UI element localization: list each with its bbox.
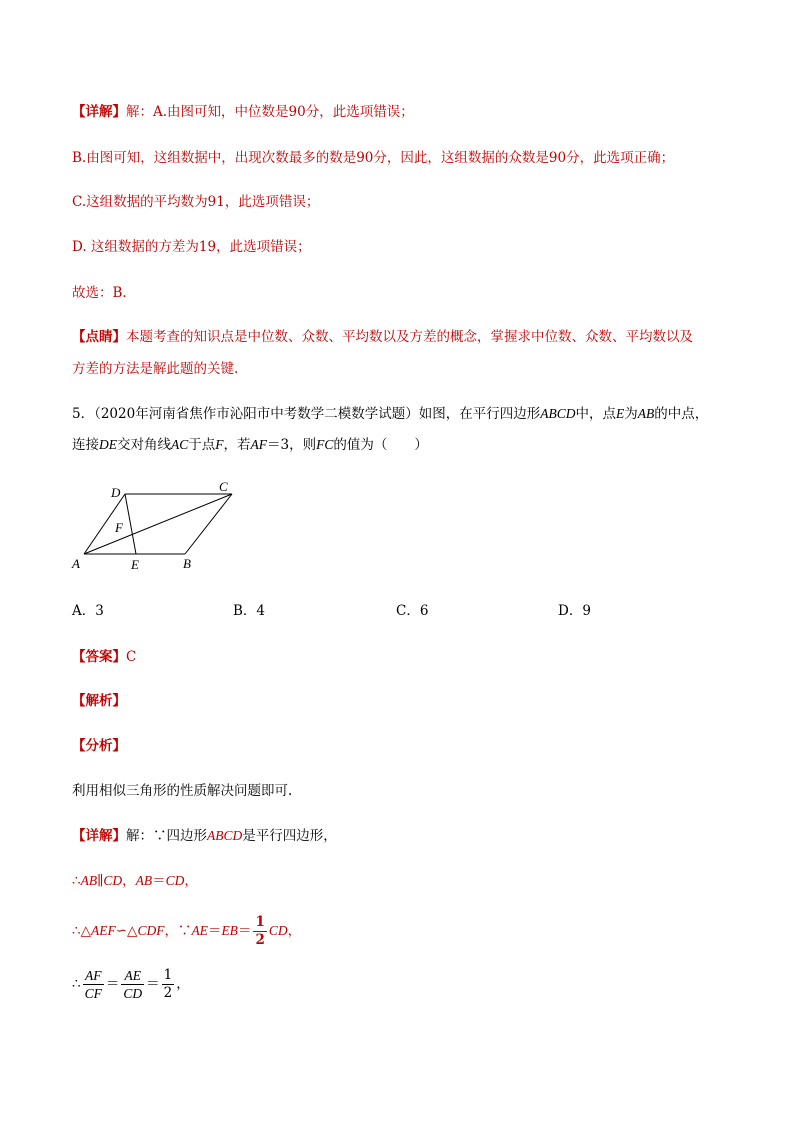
detail2-line-4	[72, 965, 190, 1003]
question-source: （2020年河南省焦作市沁阳市中考数学二模数学试题）	[94, 406, 419, 422]
detail2-text: ∽△	[115, 923, 138, 939]
fraction-af-cf	[83, 967, 104, 1002]
label-c: C	[219, 479, 228, 494]
answer-value: C	[126, 649, 137, 665]
detail2-text: ∴	[72, 873, 81, 889]
detail2-text: ＝	[152, 873, 166, 889]
detail2-text: ＝	[237, 923, 252, 939]
question-line-2	[72, 436, 428, 454]
question-var: AC	[171, 437, 189, 452]
question-text: ，若	[223, 437, 251, 453]
detail2-var: AB	[80, 873, 98, 888]
detail-text: 解：A.由图可知，中位数是90分，此选项错误；	[126, 104, 414, 120]
detail2-text: 解：∵四边形	[126, 828, 207, 844]
fraction-denominator: CD	[123, 986, 143, 1001]
detail2-text: ∴	[72, 976, 81, 992]
option-b: B．4	[233, 603, 266, 619]
question-var: AB	[637, 406, 655, 421]
question-text: 的值为（ ）	[333, 437, 428, 453]
comment-line-2: 方差的方法是解此题的关键.	[72, 361, 239, 377]
fraction-numerator: AE	[121, 967, 144, 985]
question-var: FC	[316, 437, 334, 452]
detail2-var: CD	[268, 923, 288, 938]
detail2-line-2	[72, 872, 198, 890]
detail2-text: ∥	[97, 873, 104, 889]
equals-sign: ＝	[105, 976, 120, 992]
fraction-denominator: 2	[255, 932, 265, 948]
answer-tag: 【答案】	[72, 649, 126, 665]
detail-line-b: B.由图可知，这组数据中，出现次数最多的数是90分，因此，这组数据的众数是90分，此选项正确；	[72, 150, 675, 166]
question-var: ABCD	[540, 406, 576, 421]
answer-line	[72, 648, 136, 666]
detail2-var: EB	[221, 923, 238, 938]
detail-tag: 【详解】	[72, 104, 126, 120]
question-line-1	[72, 405, 708, 423]
question-text: 交对角线	[117, 437, 171, 453]
detail2-var: AB	[135, 873, 153, 888]
question-var: DE	[99, 437, 117, 452]
label-e: E	[131, 557, 139, 572]
detail-line-d: D. 这组数据的方差为19，此选项错误；	[72, 239, 311, 255]
detail2-text: ，∵	[164, 923, 192, 939]
comment-line-1	[72, 328, 693, 346]
option-a: A．3	[72, 603, 104, 619]
detail2-tag: 【详解】	[72, 828, 126, 844]
detail2-var: CDF	[137, 923, 165, 938]
detail2-var: CD	[165, 873, 185, 888]
label-b: B	[183, 556, 191, 571]
detail2-var: AEF	[90, 923, 116, 938]
detail2-text: 是平行四边形，	[242, 828, 337, 844]
fenxi-text: 利用相似三角形的性质解决问题即可.	[72, 783, 293, 799]
parallelogram-figure	[66, 476, 246, 576]
detail2-text: ∴△	[72, 923, 91, 939]
question-text: 的中点，	[654, 406, 709, 422]
question-text: ＝3，则	[267, 437, 317, 453]
equals-sign: ＝	[146, 976, 160, 992]
question-text: 于点	[188, 437, 216, 453]
question-text: 中，点	[575, 406, 616, 422]
fraction-numerator: 1	[255, 914, 265, 930]
detail-choice: 故选：B.	[72, 285, 127, 301]
fraction-numerator: 1	[163, 967, 173, 983]
detail2-var: AE	[191, 923, 208, 938]
diagonal-ac	[84, 494, 232, 554]
question-var: F	[215, 437, 224, 452]
option-c: C．6	[396, 603, 429, 619]
label-a: A	[72, 556, 80, 571]
detail2-text: ＝	[207, 923, 222, 939]
option-d: D．9	[558, 603, 591, 619]
detail2-var: CD	[103, 873, 123, 888]
fraction-one-half	[253, 914, 266, 949]
fraction-one-half-result	[162, 967, 175, 1002]
fraction-denominator: 2	[163, 985, 173, 1001]
fenxi-tag: 【分析】	[72, 738, 126, 754]
question-number: 5．	[72, 406, 95, 422]
question-text: 连接	[72, 437, 99, 453]
question-text: 如图，在平行四边形	[418, 406, 541, 422]
detail2-text: ，	[122, 873, 136, 889]
question-text: 为	[624, 406, 638, 422]
analysis-tag: 【解析】	[72, 693, 126, 709]
question-var: AF	[250, 437, 268, 452]
label-d: D	[111, 485, 121, 500]
question-var: E	[615, 406, 625, 421]
detail2-text: ，	[184, 873, 198, 889]
detail-line-a	[72, 103, 414, 121]
detail2-text: ，	[287, 923, 302, 939]
segment-de	[125, 494, 136, 554]
label-f: F	[115, 520, 123, 535]
detail2-text: ，	[176, 976, 190, 992]
comment-tag: 【点睛】	[72, 329, 126, 345]
fraction-numerator: AF	[83, 967, 104, 985]
comment-text-1: 本题考查的知识点是中位数、众数、平均数以及方差的概念，掌握求中位数、众数、平均数以及	[126, 329, 693, 345]
detail2-var: ABCD	[207, 828, 243, 843]
detail-line-c: C.这组数据的平均数为91，此选项错误；	[72, 194, 320, 210]
fraction-denominator: CF	[84, 986, 102, 1001]
detail2-line-1	[72, 827, 337, 845]
fraction-ae-cd	[121, 967, 144, 1002]
detail2-line-3	[72, 912, 301, 950]
